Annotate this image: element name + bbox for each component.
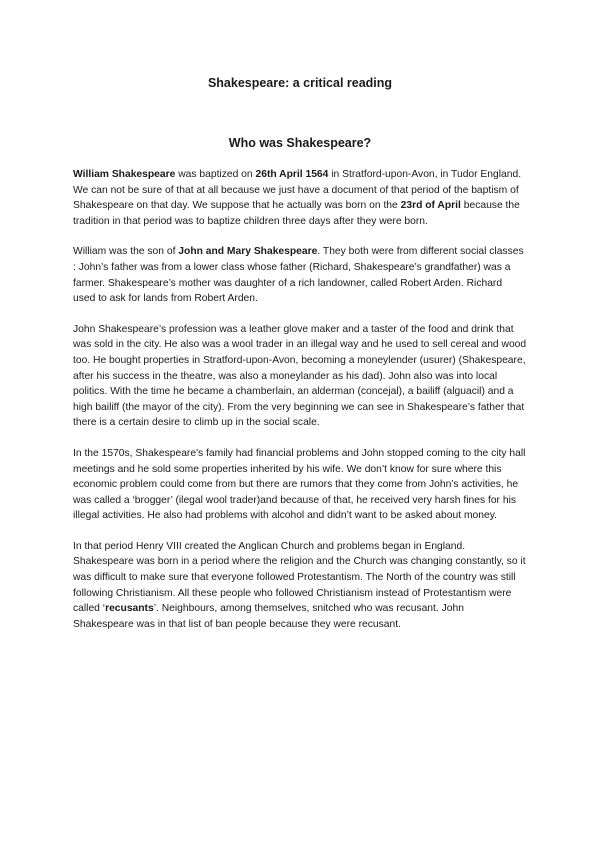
paragraph-text: in Stratford-upon-Avon, in Tudor England. We can not be sure of that at all because we just have a document of that period of the baptism of Shakespeare on that day. We suppose that he actually was born on the [73, 169, 522, 212]
bold-text: recusants [105, 603, 154, 615]
paragraph-text: because the tradition in that period was to baptize children three days after they were born. [73, 200, 520, 227]
paragraph-financial-problems: In the 1570s, Shakespeare's family had financial problems and John stopped coming to the city hall meetings and he sold some properties inherited by his wife. We don’t know for sure where this economic problem could come from but there are rumors that they come from John’s activities, he was called a ‘brogger’ (ilegal wool trader)and because of that, he received very harsh fines for his illegal activities. He also had problems with alcohol and didn’t want to be asked about money. [73, 447, 526, 522]
paragraph-parents [73, 244, 527, 306]
paragraph-text: In that period Henry VIII created the Anglican Church and problems began in England. Shakespeare was born in a period where the religion and the Church was changing constantly, so it was difficult to make sure that everyone followed Protestantism. The North of the country was still following Christianism. All these people who followed Christianism instead of Protestantism were called ‘ [73, 540, 526, 615]
paragraph-text: ’. Neighbours, among themselves, snitched who was recusant. John Shakespeare was in that list of ban people because they were recusant. [73, 603, 464, 630]
paragraph-text: William was the son of [73, 246, 179, 258]
section-heading: Who was Shakespeare? [228, 136, 372, 150]
bold-text: John and Mary Shakespeare [178, 246, 318, 258]
paragraph-text: . They both were from different social classes : John’s father was from a lower class whose father (Richard, Shakespeare’s grandfather) was a farmer. Shakespeare’s mother was daughter of a rich landowner, called Robert Arden. Richard used to ask for lands from Robert Arden. [73, 246, 524, 305]
document-body [73, 167, 527, 647]
bold-text: William Shakespeare [73, 169, 176, 180]
bold-text: 26th April 1564 [255, 169, 329, 180]
paragraph-text: was baptized on [175, 169, 256, 180]
document-title: Shakespeare: a critical reading [207, 76, 393, 90]
paragraph-father-profession: John Shakespeare’s profession was a leather glove maker and a taster of the food and drink that was sold in the city. He also was a wool trader in an illegal way and he used to sell cereal and wood too. He bought properties in Stratford-upon-Avon, becoming a moneylender (usurer) (Shakespeare, after his success in the theatre, was also a moneylander as his dad). John also was into local politics. With the time he became a chamberlain, an alderman (concejal), a bailiff (alguacil) and a high bailiff (the mayor of the city). From the very beginning we can see in Shakespeare’s father that there is a certain desire to climb up in the social scale. [73, 323, 527, 429]
paragraph-baptism [73, 167, 527, 229]
paragraph-religion [73, 539, 527, 633]
bold-text: 23rd of April [400, 200, 461, 212]
